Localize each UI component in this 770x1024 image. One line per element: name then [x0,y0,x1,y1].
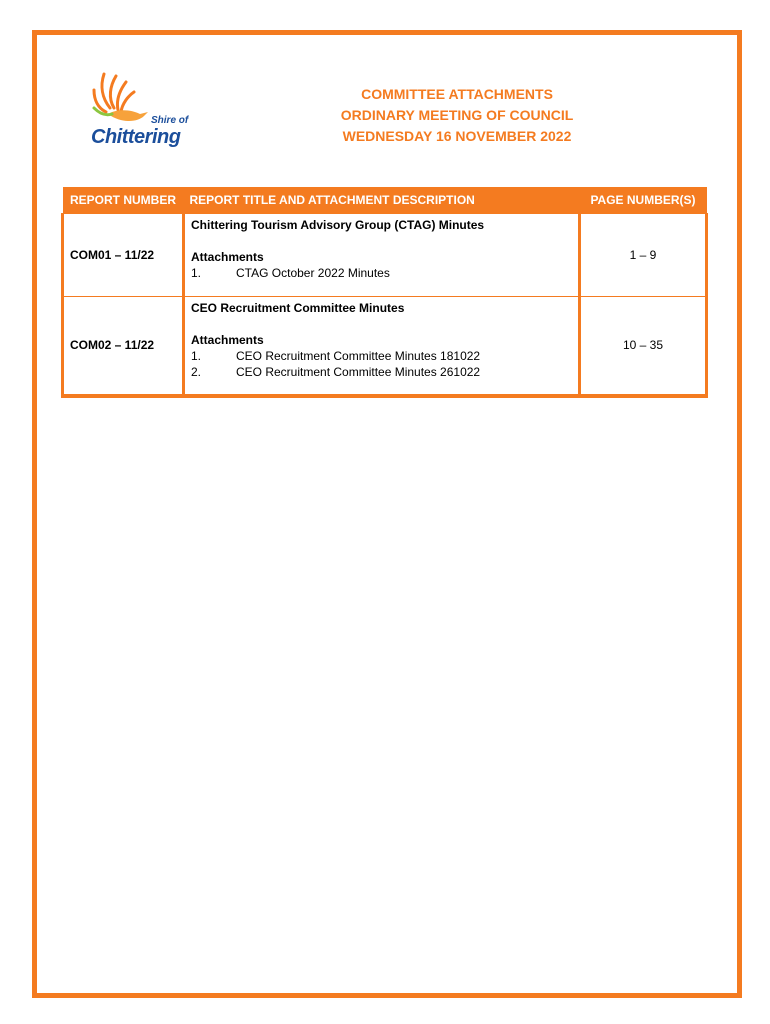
attachment-text: CEO Recruitment Committee Minutes 181022 [236,349,481,363]
table-header-row [63,187,707,214]
report-description [184,214,580,297]
attachment-item [191,348,572,364]
report-number: COM01 – 11/22 [63,214,184,297]
logo-chittering: Chittering [91,126,181,148]
table-row [63,214,707,297]
attachments-label: Attachments [191,250,264,264]
header-description: REPORT TITLE AND ATTACHMENT DESCRIPTION [184,187,580,214]
attachment-number: 1. [191,266,202,280]
report-description [184,297,580,396]
header-page-numbers: PAGE NUMBER(S) [580,187,707,214]
attachment-text: CEO Recruitment Committee Minutes 261022 [236,365,481,379]
header-report-number: REPORT NUMBER [63,187,184,214]
page-border [32,30,742,998]
heading-line-3: WEDNESDAY 16 NOVEMBER 2022 [342,128,572,144]
attachments-table [61,187,708,398]
document-heading [300,84,614,147]
logo-shire-of: Shire of [151,115,189,126]
report-title: Chittering Tourism Advisory Group (CTAG) Minutes [191,218,485,232]
attachment-number: 2. [191,365,202,379]
table-row [63,297,707,396]
attachment-item [191,364,572,380]
attachment-number: 1. [191,349,202,363]
page-numbers: 1 – 9 [580,214,707,297]
report-number: COM02 – 11/22 [63,297,184,396]
heading-line-2: ORDINARY MEETING OF COUNCIL [340,107,574,123]
attachments-label: Attachments [191,333,264,347]
attachment-text: CTAG October 2022 Minutes [236,266,390,280]
report-title: CEO Recruitment Committee Minutes [191,301,405,315]
heading-line-1: COMMITTEE ATTACHMENTS [361,86,553,102]
attachment-item [191,265,572,281]
page-numbers: 10 – 35 [580,297,707,396]
